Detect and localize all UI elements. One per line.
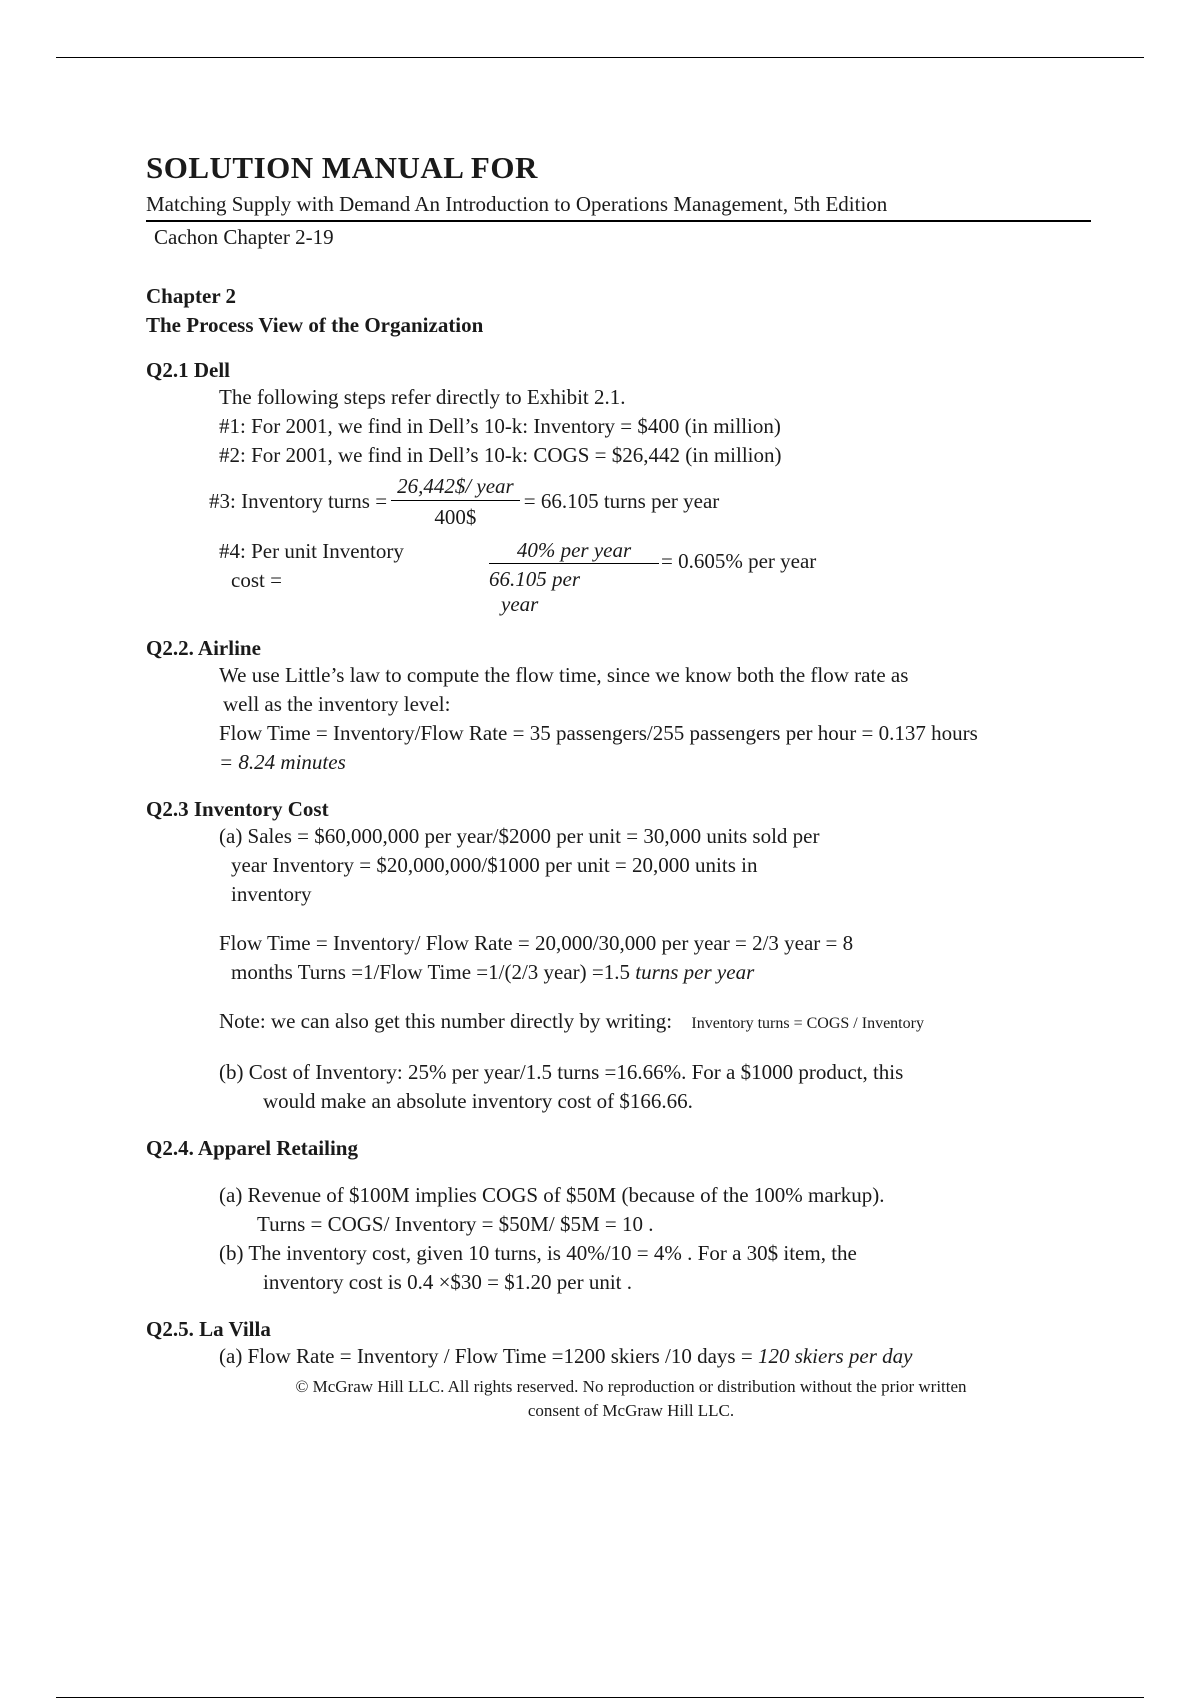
top-rule xyxy=(56,57,1144,58)
spacer xyxy=(219,987,1096,1007)
document-title: SOLUTION MANUAL FOR xyxy=(146,150,538,185)
step3-result: = 66.105 turns per year xyxy=(523,489,720,513)
step4-label-line: cost = xyxy=(231,568,282,592)
document-author: Cachon Chapter 2-19 xyxy=(154,225,334,249)
step4-label xyxy=(219,537,429,595)
copyright-footer xyxy=(166,1375,1096,1423)
q4-line: (b) The inventory cost, given 10 turns, is 40%/10 = 4% . For a 30$ item, the xyxy=(219,1241,857,1265)
question-heading-2-2: Q2.2. Airline xyxy=(146,636,261,660)
q2-line: Flow Time = Inventory/Flow Rate = 35 passengers/255 passengers per hour = 0.137 hours xyxy=(219,721,978,745)
question-body-2-2 xyxy=(146,661,1096,777)
footer-line: consent of McGraw Hill LLC. xyxy=(527,1401,735,1420)
step3-label: #3: Inventory turns = xyxy=(209,489,388,513)
chapter-title: The Process View of the Organization xyxy=(146,313,484,337)
question-heading-2-1: Q2.1 Dell xyxy=(146,358,230,382)
q5-line-text: (a) Flow Rate = Inventory / Flow Time =1200 skiers /10 days = xyxy=(219,1344,753,1368)
step4-numerator: 40% per year xyxy=(489,537,659,564)
step4-denominator-cont: year xyxy=(501,592,539,616)
document-page xyxy=(146,150,1096,1423)
spacer xyxy=(219,909,1096,929)
footer-line: © McGraw Hill LLC. All rights reserved. No reproduction or distribution without the prior written xyxy=(295,1377,967,1396)
q3-note-text: Note: we can also get this number directly by writing: xyxy=(219,1009,673,1033)
step3-numerator: 26,442$/ year xyxy=(391,474,520,501)
question-heading-2-4: Q2.4. Apparel Retailing xyxy=(146,1136,358,1160)
document-subtitle: Matching Supply with Demand An Introduction to Operations Management, 5th Edition xyxy=(146,192,1091,222)
chapter-label: Chapter 2 xyxy=(146,284,237,308)
q2-line: well as the inventory level: xyxy=(223,692,451,716)
spacer xyxy=(219,1038,1096,1058)
q3-line-text: months Turns =1/Flow Time =1/(2/3 year) =1.5 xyxy=(231,960,630,984)
q3-note-formula: Inventory turns = COGS / Inventory xyxy=(691,1015,924,1032)
q3-line: year Inventory = $20,000,000/$1000 per unit = 20,000 units in xyxy=(231,853,758,877)
q4-line: Turns = COGS/ Inventory = $50M/ $5M = 10 . xyxy=(257,1212,654,1236)
q5-line xyxy=(219,1342,1096,1371)
question-body-2-4 xyxy=(146,1181,1096,1297)
q4-line: (a) Revenue of $100M implies COGS of $50M (because of the 100% markup). xyxy=(219,1183,885,1207)
q3-line xyxy=(219,958,1096,987)
question-heading-2-3: Q2.3 Inventory Cost xyxy=(146,797,329,821)
q5-line-italic: 120 skiers per day xyxy=(757,1344,913,1368)
q2-line: We use Little’s law to compute the flow time, since we know both the flow rate as xyxy=(219,663,909,687)
q3-note xyxy=(219,1007,1096,1038)
question-body-2-1 xyxy=(146,383,1096,616)
bottom-rule xyxy=(56,1697,1144,1698)
q1-line: #1: For 2001, we find in Dell’s 10-k: Inventory = $400 (in million) xyxy=(219,414,781,438)
inventory-turns-formula xyxy=(209,474,1096,529)
step4-denominator: 66.105 per xyxy=(489,567,580,591)
q3-line-italic: turns per year xyxy=(635,960,755,984)
q1-line: #2: For 2001, we find in Dell’s 10-k: COGS = $26,442 (in million) xyxy=(219,443,782,467)
q3-line: (b) Cost of Inventory: 25% per year/1.5 turns =16.66%. For a $1000 product, this xyxy=(219,1060,904,1084)
step4-fraction xyxy=(489,537,659,616)
q3-line: inventory xyxy=(231,882,312,906)
q4-line: inventory cost is 0.4 ×$30 = $1.20 per unit . xyxy=(263,1270,632,1294)
q3-line: would make an absolute inventory cost of $166.66. xyxy=(263,1089,693,1113)
q3-line: (a) Sales = $60,000,000 per year/$2000 per unit = 30,000 units sold per xyxy=(219,824,820,848)
step3-denominator: 400$ xyxy=(434,505,477,529)
step3-fraction xyxy=(391,474,520,529)
question-heading-2-5: Q2.5. La Villa xyxy=(146,1317,271,1341)
q2-line: = 8.24 minutes xyxy=(219,750,346,774)
unit-inventory-cost-formula xyxy=(219,537,1096,616)
question-body-2-3 xyxy=(146,822,1096,1116)
q1-line: The following steps refer directly to Exhibit 2.1. xyxy=(219,385,626,409)
step4-result: = 0.605% per year xyxy=(661,549,817,573)
question-body-2-5 xyxy=(146,1342,1096,1371)
step4-label-line: #4: Per unit Inventory xyxy=(219,539,404,563)
q3-line: Flow Time = Inventory/ Flow Rate = 20,000/30,000 per year = 2/3 year = 8 xyxy=(219,931,854,955)
